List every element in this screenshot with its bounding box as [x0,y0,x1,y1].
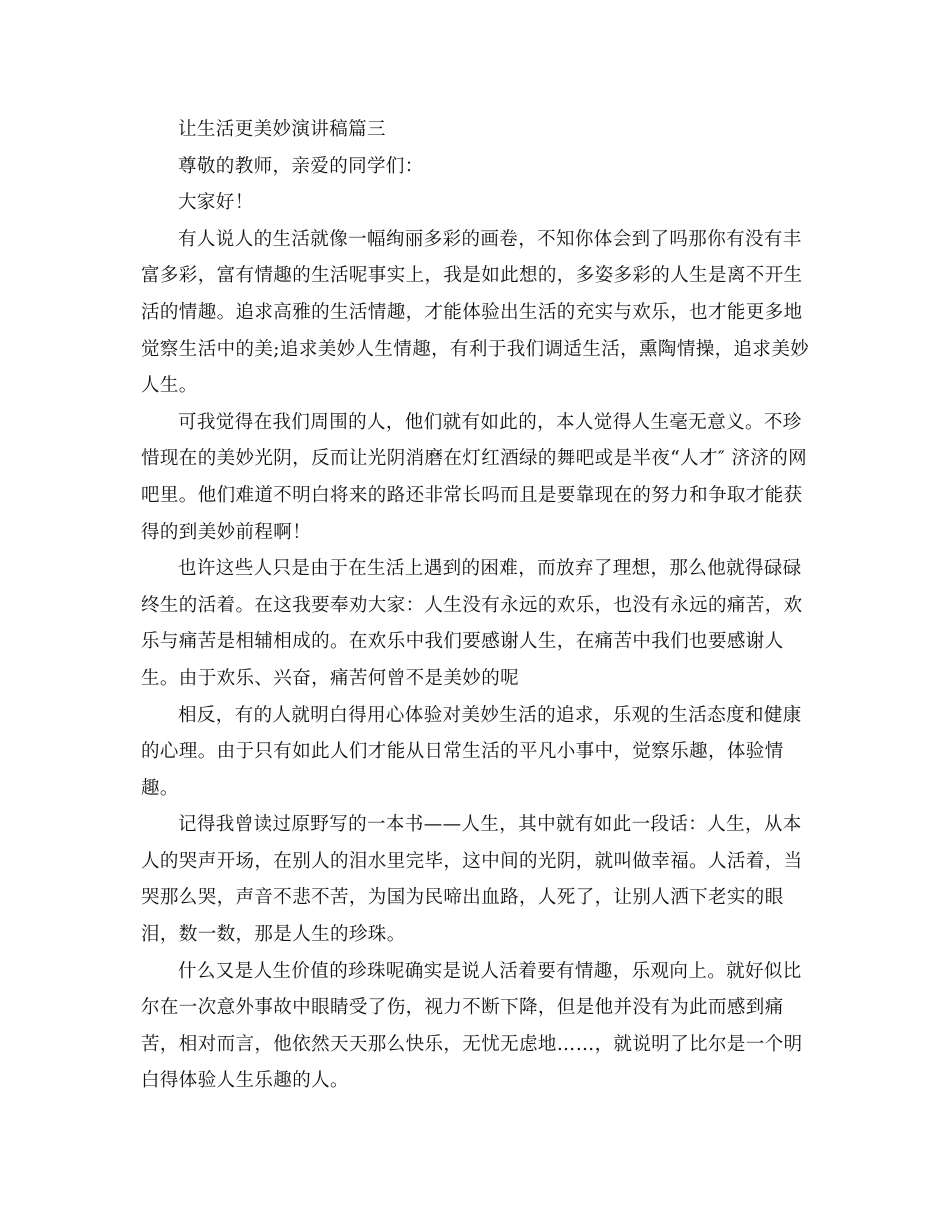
paragraph-line: 人的哭声开场，在别人的泪水里完毕，这中间的光阴，就叫做幸福。人活着，当 [141,850,803,872]
paragraph-line: 也许这些人只是由于在生活上遇到的困难，而放弃了理想，那么他就得碌碌 [178,558,802,580]
paragraph-line: 活的情趣。追求高雅的生活情趣，才能体验出生活的充实与欢乐，也才能更多地 [141,301,803,323]
paragraph-line: 乐与痛苦是相辅相成的。在欢乐中我们要感谢人生，在痛苦中我们也要感谢人 [141,631,784,653]
paragraph-line: 泪，数一数，那是人生的珍珠。 [141,924,406,946]
paragraph [141,551,807,697]
salutation: 尊敬的教师，亲爱的同学们： [178,155,424,177]
paragraph-line: 尔在一次意外事故中眼睛受了伤，视力不断下降，但是他并没有为此而感到痛 [141,997,784,1019]
paragraph-line: 什么又是人生价值的珍珠呢确实是说人活着要有情趣，乐观向上。就好似比 [178,960,802,982]
paragraph-line: 富多彩，富有情趣的生活呢事实上，我是如此想的，多姿多彩的人生是离不开生 [141,265,803,287]
paragraph-line: 可我觉得在我们周围的人，他们就有如此的，本人觉得人生毫无意义。不珍 [178,411,802,433]
paragraph-line: 趣。 [141,777,179,799]
paragraph-line: 相反，有的人就明白得用心体验对美妙生活的追求，乐观的生活态度和健康 [178,704,802,726]
paragraph-line: 得的到美妙前程啊！ [141,521,312,543]
paragraph-line: 记得我曾读过原野写的一本书——人生，其中就有如此一段话：人生，从本 [178,814,802,836]
paragraph-line: 有人说人的生活就像一幅绚丽多彩的画卷，不知你体会到了吗那你有没有丰 [178,228,802,250]
paragraph-line: 生。由于欢乐、兴奋，痛苦何曾不是美妙的呢 [141,667,520,689]
paragraph [141,405,807,551]
paragraph-list [141,222,810,1100]
paragraph-line: 的心理。由于只有如此人们才能从日常生活的平凡小事中，觉察乐趣，体验情 [141,741,784,763]
document-title: 让生活更美妙演讲稿篇三 [178,119,386,140]
paragraph [141,807,807,953]
paragraph-line: 哭那么哭，声音不悲不苦，为国为民啼出血路，人死了，让别人洒下老实的眼 [141,887,784,909]
paragraph-line: 惜现在的美妙光阴，反而让光阴消磨在灯红酒绿的舞吧或是半夜“人才″ 济济的网 [141,448,808,470]
paragraph [141,698,807,808]
paragraph-line: 终生的活着。在这我要奉劝大家：人生没有永远的欢乐，也没有永远的痛苦，欢 [141,594,803,616]
document-body [141,112,810,1100]
paragraph [141,222,810,405]
paragraph [141,954,807,1100]
paragraph-line: 吧里。他们难道不明白将来的路还非常长吗而且是要靠现在的努力和争取才能获 [141,484,803,506]
greeting: 大家好！ [178,192,254,214]
paragraph-line: 白得体验人生乐趣的人。 [141,1070,349,1092]
paragraph-line: 苦，相对而言，他依然天天那么快乐，无忧无虑地……，就说明了比尔是一个明 [141,1033,803,1055]
paragraph-line: 人生。 [141,375,198,397]
paragraph-line: 觉察生活中的美;追求美妙人生情趣，有利于我们调适生活，熏陶情操，追求美妙 [141,338,810,360]
